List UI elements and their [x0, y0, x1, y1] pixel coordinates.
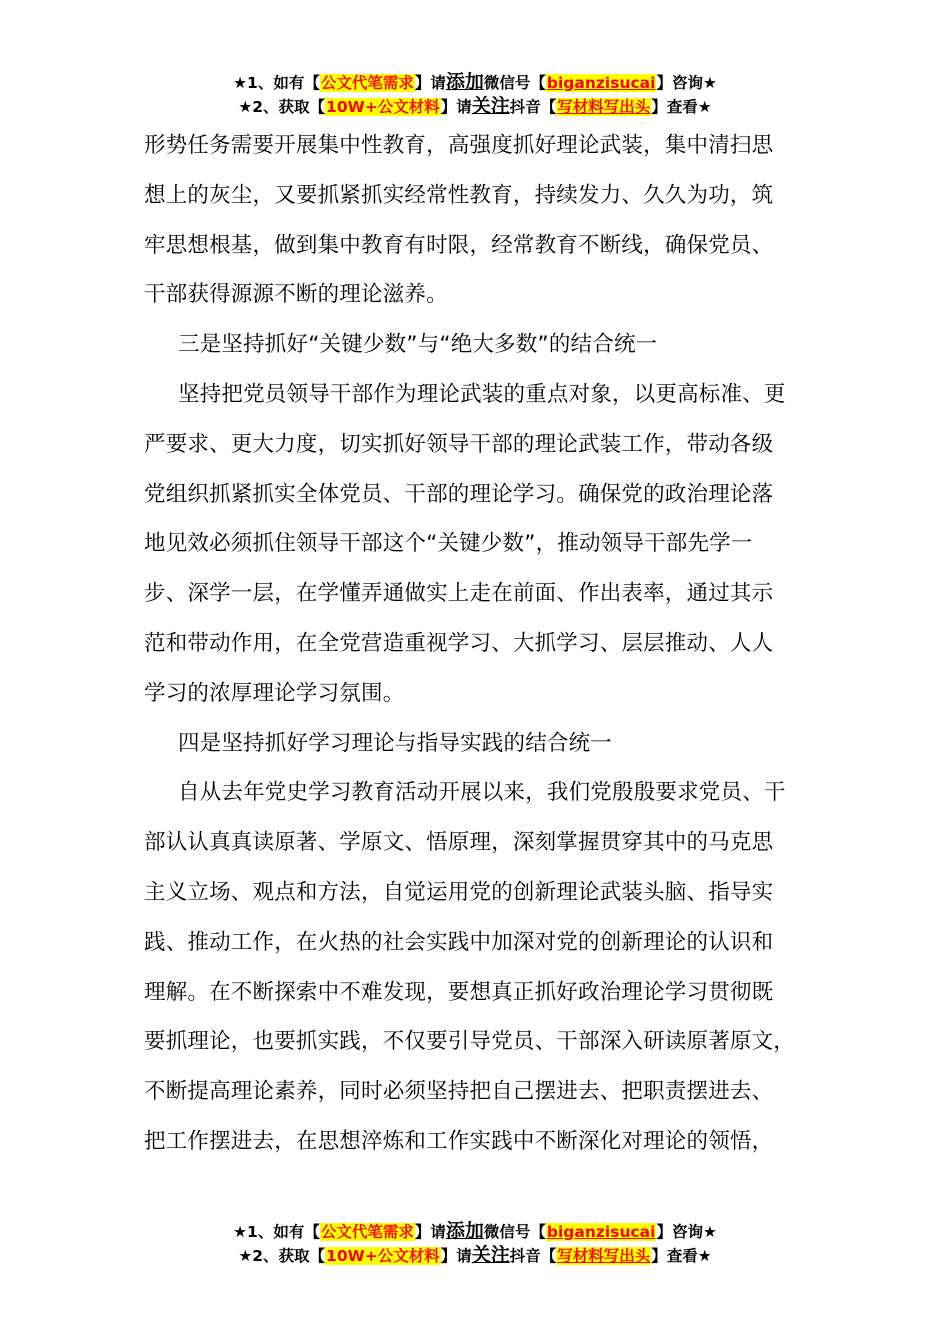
header-l1-prefix: ★1、如有【 — [233, 74, 320, 92]
body-line: 自从去年党史学习教育活动开展以来，我们党殷殷要求党员、干 — [178, 780, 786, 806]
body-line: 党组织抓紧抓实全体党员、干部的理论学习。确保党的政治理论落 — [144, 481, 774, 507]
body-line: 要抓理论，也要抓实践，不仅要引导党员、干部深入研读原著原文， — [144, 1029, 796, 1055]
footer-l1-wechat: 微信号【 — [483, 1223, 546, 1241]
body-line: 牢思想根基，做到集中教育有时限，经常教育不断线，确保党员、 — [144, 232, 774, 258]
highlight-douyin-id: 写材料写出头 — [557, 1247, 651, 1265]
body-line: 坚持把党员领导干部作为理论武装的重点对象，以更高标准、更 — [178, 381, 786, 407]
footer-l2-douyin: 抖音【 — [509, 1247, 557, 1265]
highlight-ghostwriting: 公文代笔需求 — [320, 1223, 414, 1241]
header-l1-text: 】请 — [414, 74, 446, 92]
body-line: 地见效必须抓住领导干部这个“关键少数”，推动领导干部先学一 — [144, 531, 753, 557]
body-line: 理解。在不断探索中不难发现，要想真正抓好政治理论学习贯彻既 — [144, 979, 774, 1005]
header-l2-douyin: 抖音【 — [509, 98, 557, 116]
header-line-2 — [0, 94, 950, 118]
body-line: 严要求、更大力度，切实抓好领导干部的理论武装工作，带动各级 — [144, 431, 774, 457]
body-line: 想上的灰尘，又要抓紧抓实经常性教育，持续发力、久久为功，筑 — [144, 182, 774, 208]
footer-banner — [0, 1219, 950, 1267]
header-l1-wechat: 微信号【 — [483, 74, 546, 92]
footer-l1-suffix: 】咨询★ — [656, 1223, 717, 1241]
highlight-wechat-id: biganzisucai — [546, 74, 656, 92]
footer-l2-suffix: 】查看★ — [651, 1247, 712, 1265]
body-line: 范和带动作用，在全党营造重视学习、大抓学习、层层推动、人人 — [144, 630, 774, 656]
body-line: 把工作摆进去，在思想淬炼和工作实践中不断深化对理论的领悟， — [144, 1128, 774, 1154]
body-line: 学习的浓厚理论学习氛围。 — [144, 680, 405, 706]
highlight-materials: 10W+公文材料 — [326, 1247, 440, 1265]
highlight-douyin-id: 写材料写出头 — [557, 98, 651, 116]
footer-l2-follow: 关注 — [471, 1244, 510, 1266]
body-line: 步、深学一层，在学懂弄通做实上走在前面、作出表率，通过其示 — [144, 581, 774, 607]
footer-l1-prefix: ★1、如有【 — [233, 1223, 320, 1241]
highlight-materials: 10W+公文材料 — [326, 98, 440, 116]
footer-l2-text: 】请 — [440, 1247, 472, 1265]
header-l2-follow: 关注 — [471, 95, 510, 117]
highlight-ghostwriting: 公文代笔需求 — [320, 74, 414, 92]
header-l1-suffix: 】咨询★ — [656, 74, 717, 92]
section-heading-4: 四是坚持抓好学习理论与指导实践的结合统一 — [178, 730, 613, 756]
header-banner — [0, 70, 950, 118]
header-l2-text: 】请 — [440, 98, 472, 116]
header-line-1 — [0, 70, 950, 94]
footer-line-1 — [0, 1219, 950, 1243]
document-body — [144, 121, 829, 1167]
header-l1-add: 添加 — [445, 71, 484, 93]
footer-l1-add: 添加 — [445, 1220, 484, 1242]
highlight-wechat-id: biganzisucai — [546, 1223, 656, 1241]
header-l2-suffix: 】查看★ — [651, 98, 712, 116]
header-l2-prefix: ★2、获取【 — [238, 98, 326, 116]
footer-l1-text: 】请 — [414, 1223, 446, 1241]
footer-line-2 — [0, 1243, 950, 1267]
body-line: 干部获得源源不断的理论滋养。 — [144, 282, 448, 308]
footer-l2-prefix: ★2、获取【 — [238, 1247, 326, 1265]
section-heading-3: 三是坚持抓好“关键少数”与“绝大多数”的结合统一 — [178, 332, 658, 358]
body-line: 主义立场、观点和方法，自觉运用党的创新理论武装头脑、指导实 — [144, 879, 774, 905]
body-line: 部认认真真读原著、学原文、悟原理，深刻掌握贯穿其中的马克思 — [144, 830, 774, 856]
body-line: 践、推动工作，在火热的社会实践中加深对党的创新理论的认识和 — [144, 929, 774, 955]
body-line: 不断提高理论素养，同时必须坚持把自己摆进去、把职责摆进去、 — [144, 1079, 774, 1105]
body-line: 形势任务需要开展集中性教育，高强度抓好理论武装，集中清扫思 — [144, 133, 774, 158]
